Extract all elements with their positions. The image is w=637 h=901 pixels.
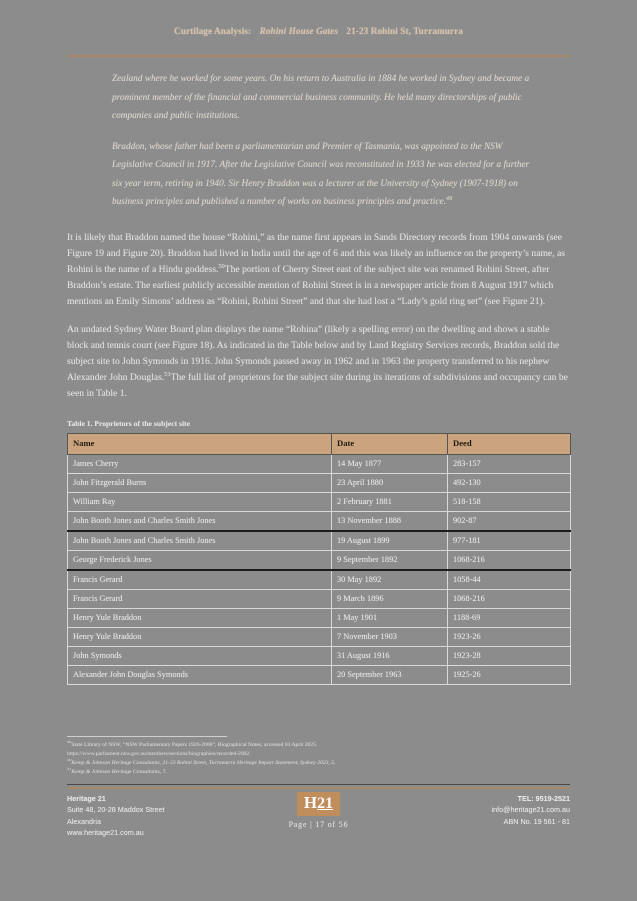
body-paragraph-1-text-a: It is likely that Braddon named the house “Rohini,” as the name first appears in Sands Directory records from 1904 onwards (see Figure 19 and Figure 20). Braddon had lived in India until the age of 6 and this was likely an influence on the property’s name, as Rohini is the name of a Hindu goddess. [67,231,565,275]
cell-date: 9 September 1892 [332,550,448,570]
footnote-item [67,768,572,776]
footer-contact-right [492,793,570,827]
table-row [68,589,571,608]
body-paragraph-2 [67,322,570,403]
cell-date: 19 August 1899 [332,531,448,551]
column-header-date: Date [332,433,448,454]
header-divider [67,55,570,57]
page-header [0,26,637,36]
cell-name: John Booth Jones and Charles Smith Jones [68,531,332,551]
cell-name: Henry Yule Braddon [68,608,332,627]
table-row [68,511,571,531]
table-row [68,608,571,627]
footer-website-link[interactable]: www.heritage21.com.au [67,828,144,838]
table-row [68,550,571,570]
page-footer [0,791,637,861]
header-title-italic: Rohini House Gates [259,26,339,36]
footnote-separator [67,736,227,737]
footnote-number: 48 [67,741,72,745]
cell-deed: 1925-26 [448,665,571,684]
footer-contact-left [67,793,165,839]
footnote-marker-51: 51 [164,370,171,378]
cell-deed: 902-87 [448,511,571,531]
table-caption: Table 1. Proprietors of the subject site [67,418,190,428]
footer-logo-area [259,792,379,829]
footnote-marker-50: 50 [218,262,225,270]
body-paragraph-1 [67,230,570,311]
cell-name: John Booth Jones and Charles Smith Jones [68,511,332,531]
cell-deed: 1058-44 [448,570,571,590]
cell-deed: 283-157 [448,454,571,473]
cell-date: 1 May 1901 [332,608,448,627]
cell-date: 14 May 1877 [332,454,448,473]
footer-divider [67,784,570,785]
cell-date: 20 September 1963 [332,665,448,684]
footnote-text: https://www.parliament.nsw.gov.au/members/sections/biographies/recorded-2002. [67,750,251,757]
footer-company-name: Heritage 21 [67,794,106,803]
blockquote-2-text: Braddon, whose father had been a parliamentarian and Premier of Tasmania, was appointed to the NSW Legislative Council in 1917. After the Legislative Council was reconstituted in 1933 he was elected for a further six year term, retiring in 1940. Sir Henry Braddon was a lecturer at the University of Sydney (1907-1918) on business principles and published a number of works on business principles and practice. [112,141,530,207]
footnotes-block [67,741,572,777]
cell-name: George Frederick Jones [68,550,332,570]
table-row [68,646,571,665]
cell-date: 31 August 1916 [332,646,448,665]
cell-name: John Fitzgerald Burns [68,473,332,492]
page-number: Page | 17 of 56 [288,820,349,829]
document-content [67,70,570,685]
table-row [68,492,571,511]
footnote-item [67,741,572,749]
cell-name: Alexander John Douglas Symonds [68,665,332,684]
cell-date: 7 November 1903 [332,627,448,646]
table-row [68,665,571,684]
cell-name: Henry Yule Braddon [68,627,332,646]
footnote-number: 51 [67,767,72,771]
footnote-text: Kemp & Johnson Heritage Consultants, 7. [71,768,167,775]
footer-email-link[interactable]: info@heritage21.com.au [491,805,570,815]
cell-deed: 1923-26 [448,627,571,646]
body-paragraph-2-text-a: An undated Sydney Water Board plan displays the name “Rohina” (likely a spelling error) on the dwelling and shows a stable block and tennis court (see Figure 18). As indicated in the Table below and by Land Registry Services records, Braddon sold the subject site to John Symonds in 1916. John Symonds passed away in 1962 and in 1963 the property transferred to his nephew Alexander John Douglas. [67,323,560,384]
cell-deed: 492-130 [448,473,571,492]
table-body [68,454,571,684]
body-paragraph-1-text-b: The portion of Cherry Street east of the subject site was renamed Rohini Street, after Braddon’s estate. The earliest publicly accessible mention of Rohini Street is in a newspaper article from 8 August 1917 which mentions an Emily Simons’ address as “Rohini, Rohini Street” and that she had lost a “Lady’s gold ring set” (see Figure 21). [67,263,554,308]
logo-letter: H [303,793,318,812]
cell-date: 9 March 1896 [332,589,448,608]
footer-abn: ABN No. 19 561 - 81 [503,816,570,826]
footnote-item [67,759,572,767]
body-paragraph-2-text-b: The full list of proprietors for the subject site during its iterations of subdivisions and occupancy can be seen in Table 1. [67,372,568,400]
footer-address-line-1: Suite 48, 20-28 Maddox Street [67,805,165,815]
footer-accent-divider [67,787,570,789]
table-row [68,627,571,646]
footer-telephone: TEL: 9519-2521 [517,794,570,803]
cell-name: Francis Gerard [68,570,332,590]
cell-deed: 518-158 [448,492,571,511]
blockquote-paragraph-1: Zealand where he worked for some years. On his return to Australia in 1884 he worked in Sydney and became a prominent member of the financial and commercial business community. He held many directorships of public companies and public institutions. [112,74,530,121]
table-row [68,570,571,590]
logo-number: 21 [317,795,334,812]
header-title-address: 21-23 Rohini St, Turramurra [346,26,463,36]
cell-deed: 1188-69 [448,608,571,627]
cell-date: 30 May 1892 [332,570,448,590]
cell-deed: 1068-216 [448,589,571,608]
cell-name: Francis Gerard [68,589,332,608]
cell-deed: 977-181 [448,531,571,551]
header-title-prefix: Curtilage Analysis: [174,26,252,36]
cell-name: William Ray [68,492,332,511]
cell-deed: 1068-216 [448,550,571,570]
footer-address-line-2: Alexandria [67,816,101,826]
blockquote-paragraph-2 [112,138,534,212]
cell-name: James Cherry [68,454,332,473]
footnote-item [67,750,572,758]
column-header-name: Name [68,433,332,454]
footnote-text: State Library of NSW, “NSW Parliamentary Papers 1926-2006”, Biographical Notes, accessed 03 April 2025. [71,742,318,748]
heritage21-logo [297,792,340,816]
cell-date: 23 April 1880 [332,473,448,492]
footnote-number: 50 [67,758,72,762]
column-header-deed: Deed [448,433,571,454]
table-row [68,454,571,473]
cell-date: 13 November 1888 [332,511,448,531]
table-row [68,531,571,551]
footnote-marker-48: 48 [445,194,453,202]
footnote-text: Kemp & Johnson Heritage Consultants, 21-23 Rohini Street, Turramurra Heritage Impact Statement, Sydney 2023, 5. [71,759,336,766]
cell-name: John Symonds [68,646,332,665]
table-header-row [68,433,571,454]
cell-date: 2 February 1881 [332,492,448,511]
cell-deed: 1923-28 [448,646,571,665]
table-row [68,473,571,492]
proprietors-table [67,433,571,685]
